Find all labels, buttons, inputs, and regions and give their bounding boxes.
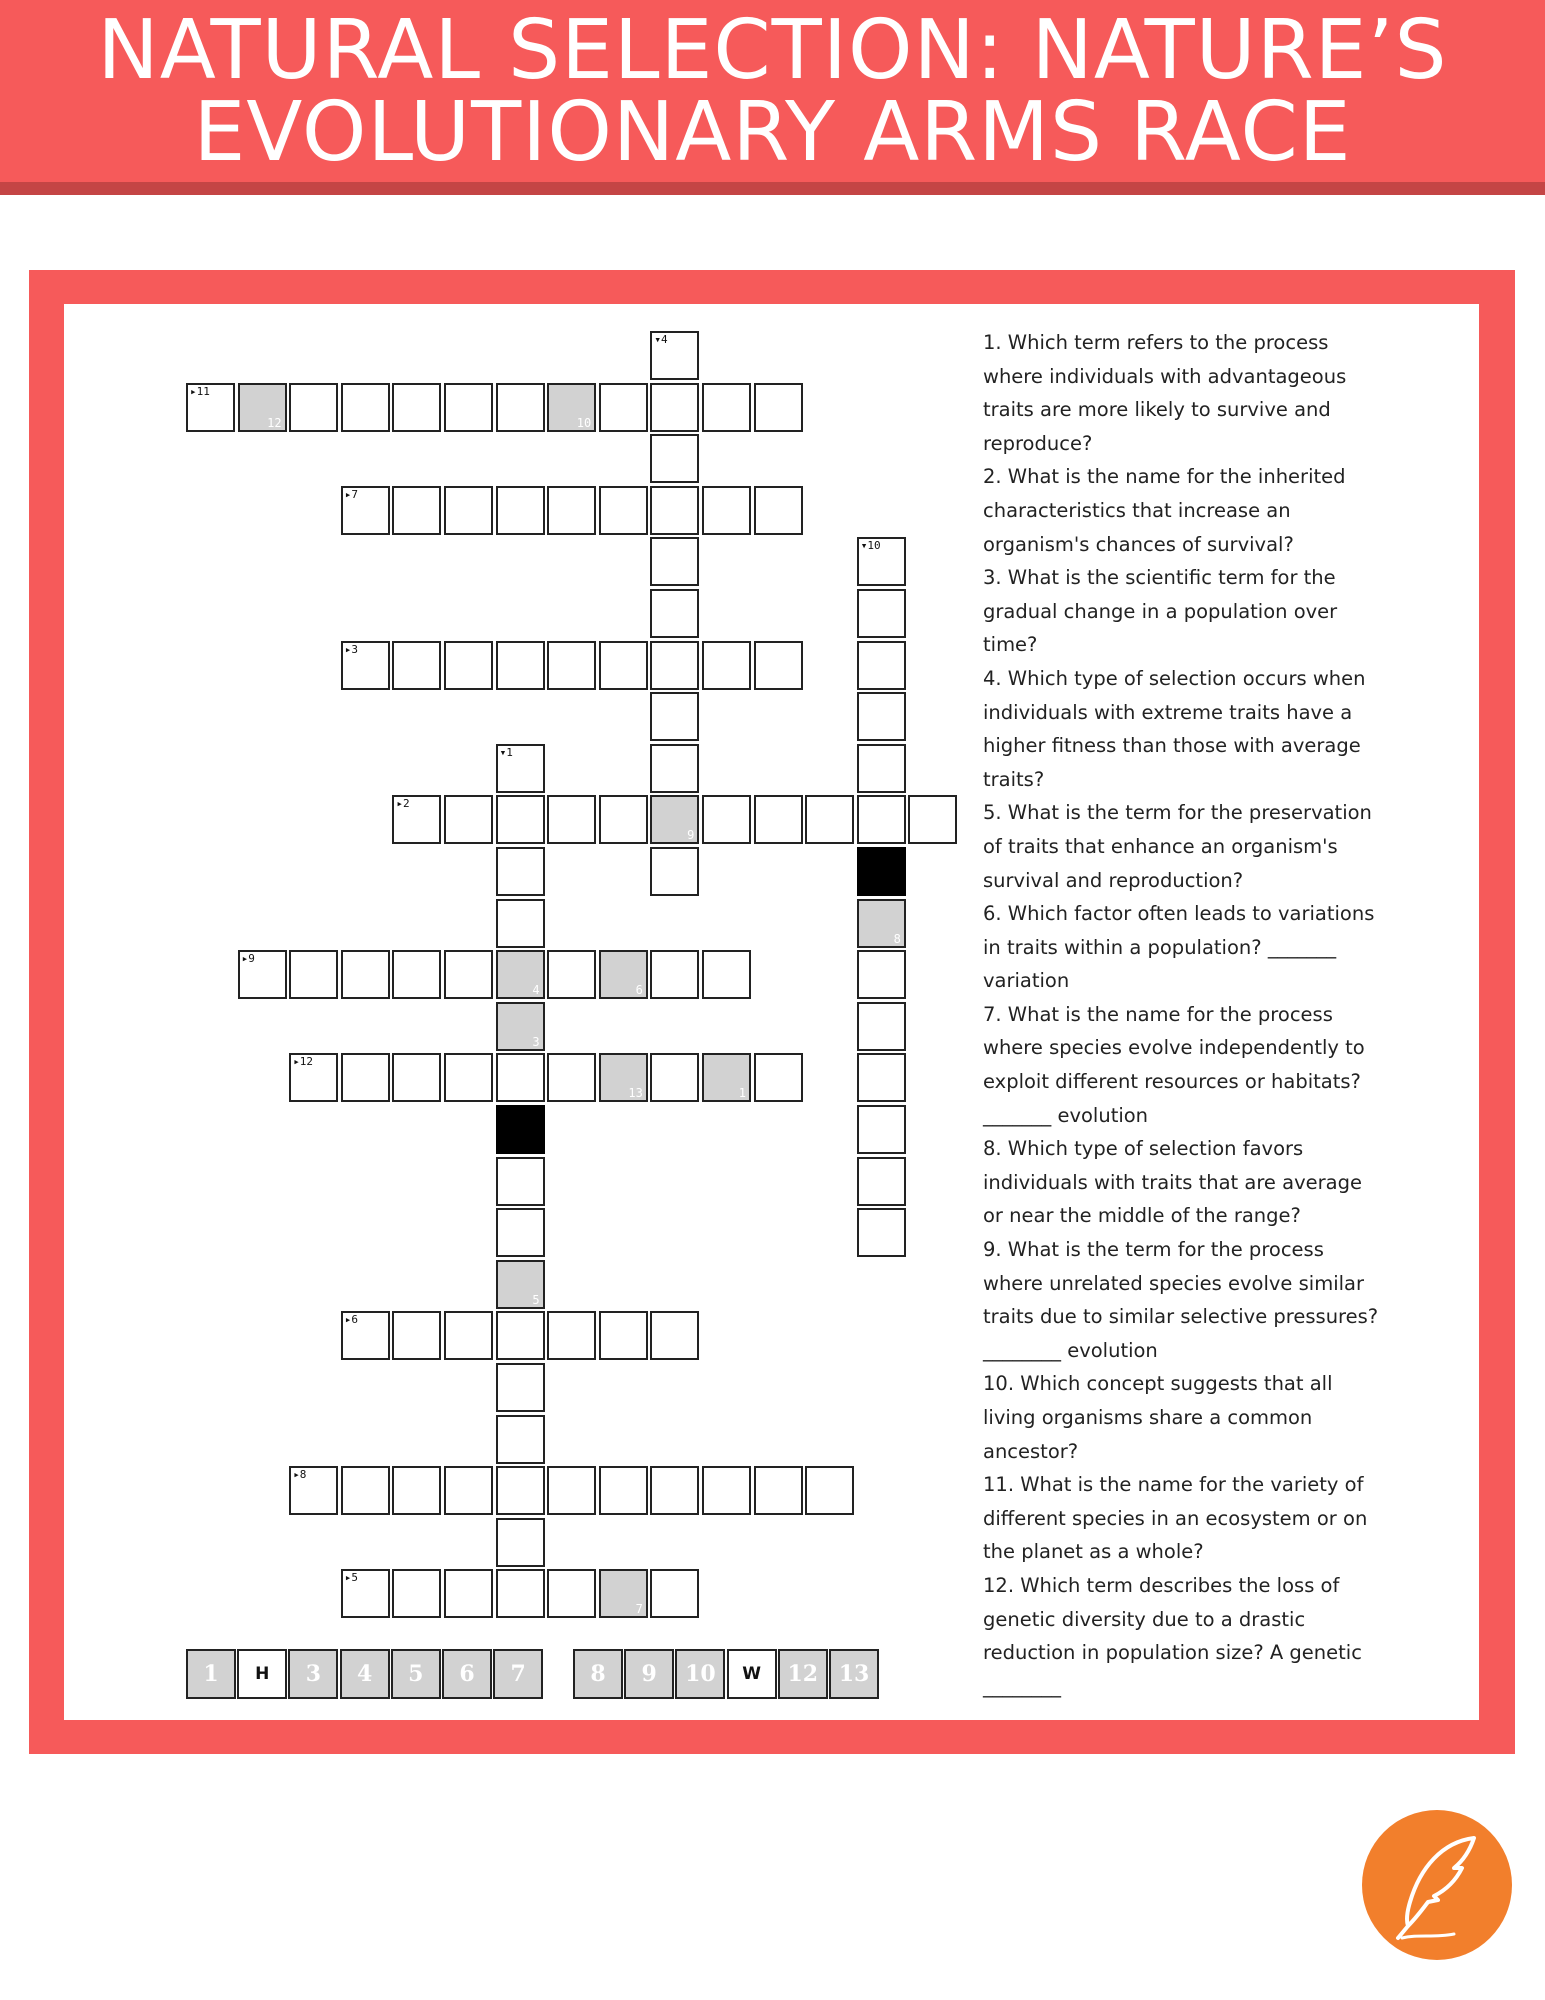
secret-word-box[interactable]: 4 <box>340 1649 390 1699</box>
secret-letter-index: 10 <box>576 415 592 430</box>
grid-cell[interactable] <box>392 1053 441 1102</box>
grid-cell[interactable] <box>650 847 699 896</box>
secret-word-box[interactable]: 9 <box>624 1649 674 1699</box>
secret-word-box[interactable]: 6 <box>442 1649 492 1699</box>
grid-cell[interactable] <box>392 950 441 999</box>
grid-cell[interactable] <box>754 383 803 432</box>
grid-cell[interactable] <box>289 950 338 999</box>
grid-cell[interactable] <box>599 795 648 844</box>
grid-cell[interactable] <box>496 744 545 793</box>
grid-cell[interactable] <box>650 641 699 690</box>
title-banner-shadow <box>0 182 1545 195</box>
clue-number: ▸12 <box>293 1055 314 1069</box>
grid-cell[interactable] <box>754 795 803 844</box>
grid-cell[interactable] <box>496 1208 545 1257</box>
grid-cell[interactable] <box>444 383 493 432</box>
secret-word-box[interactable]: 3 <box>288 1649 338 1699</box>
grid-cell[interactable] <box>547 486 596 535</box>
grid-cell[interactable] <box>444 1569 493 1618</box>
clue-number: ▸7 <box>344 487 359 501</box>
secret-word-box[interactable]: 8 <box>573 1649 623 1699</box>
grid-cell[interactable] <box>857 744 906 793</box>
grid-cell[interactable] <box>702 950 751 999</box>
grid-cell[interactable] <box>496 1363 545 1412</box>
grid-cell[interactable] <box>857 795 906 844</box>
grid-cell[interactable] <box>341 383 390 432</box>
secret-letter-index: 6 <box>635 983 643 998</box>
grid-cell[interactable] <box>650 1569 699 1618</box>
grid-cell[interactable] <box>702 1466 751 1515</box>
clue-number: ▾10 <box>860 539 881 553</box>
grid-cell[interactable] <box>650 589 699 638</box>
grid-cell[interactable] <box>650 537 699 586</box>
shaded-cell[interactable] <box>599 950 648 999</box>
grid-cell[interactable] <box>392 1569 441 1618</box>
grid-cell[interactable] <box>650 1311 699 1360</box>
grid-cell[interactable] <box>547 641 596 690</box>
grid-cell[interactable] <box>650 434 699 483</box>
title-line-2: EVOLUTIONARY ARMS RACE <box>193 85 1352 180</box>
grid-cell[interactable] <box>341 1311 390 1360</box>
secret-letter-index: 12 <box>267 415 282 430</box>
grid-cell[interactable] <box>599 1311 648 1360</box>
shaded-cell[interactable] <box>238 383 287 432</box>
grid-cell[interactable] <box>496 1157 545 1206</box>
clue-2: 2. What is the name for the inherited characteristics that increase an organism's chances of survival? <box>983 465 1346 556</box>
grid-cell[interactable] <box>444 795 493 844</box>
grid-cell[interactable] <box>289 1466 338 1515</box>
grid-cell[interactable] <box>754 1466 803 1515</box>
grid-cell[interactable] <box>392 383 441 432</box>
grid-cell[interactable] <box>392 795 441 844</box>
secret-letter-index: 8 <box>893 931 901 946</box>
grid-cell[interactable] <box>289 1053 338 1102</box>
clue-7: 7. What is the name for the process where species evolve independently to exploit different resources or habitats? _______ evolution <box>983 1002 1365 1127</box>
grid-cell[interactable] <box>805 795 854 844</box>
grid-cell[interactable] <box>650 1466 699 1515</box>
grid-cell[interactable] <box>857 1002 906 1051</box>
grid-cell[interactable] <box>341 641 390 690</box>
grid-cell[interactable] <box>496 795 545 844</box>
grid-cell[interactable] <box>857 950 906 999</box>
grid-cell[interactable] <box>496 1569 545 1618</box>
secret-word-box[interactable]: 1 <box>186 1649 236 1699</box>
grid-cell[interactable] <box>650 950 699 999</box>
grid-cell[interactable] <box>496 1053 545 1102</box>
grid-cell[interactable] <box>547 1311 596 1360</box>
grid-cell[interactable] <box>702 486 751 535</box>
secret-word-box[interactable]: 7 <box>493 1649 543 1699</box>
grid-cell[interactable] <box>908 795 957 844</box>
clue-number: ▸2 <box>396 797 410 811</box>
secret-word-box[interactable]: 12 <box>778 1649 828 1699</box>
clue-number: ▸11 <box>190 384 210 398</box>
grid-cell[interactable] <box>392 641 441 690</box>
clue-list <box>983 326 1383 1703</box>
secret-letter-index: 13 <box>628 1086 643 1101</box>
clue-3: 3. What is the scientific term for the gradual change in a population over time? <box>983 566 1338 657</box>
grid-cell[interactable] <box>496 486 545 535</box>
grid-cell[interactable] <box>650 331 699 380</box>
shaded-cell[interactable] <box>650 795 699 844</box>
grid-cell[interactable] <box>650 383 699 432</box>
grid-cell[interactable] <box>805 1466 854 1515</box>
grid-cell[interactable] <box>599 1466 648 1515</box>
secret-word-box[interactable]: 13 <box>829 1649 879 1699</box>
secret-letter-index: 9 <box>687 828 695 843</box>
grid-cell[interactable] <box>392 486 441 535</box>
grid-cell[interactable] <box>857 692 906 741</box>
grid-cell[interactable] <box>238 950 287 999</box>
clue-6: 6. Which factor often leads to variations in traits within a population? _______ variation <box>983 902 1375 993</box>
title-line-1: NATURAL SELECTION: NATURE’S <box>97 3 1448 98</box>
grid-cell[interactable] <box>547 1569 596 1618</box>
grid-cell[interactable] <box>857 1157 906 1206</box>
grid-cell[interactable] <box>444 1053 493 1102</box>
secret-letter-index: 3 <box>532 1034 540 1049</box>
shaded-cell[interactable] <box>702 1053 751 1102</box>
page-title <box>0 3 1545 180</box>
grid-cell[interactable] <box>186 383 235 432</box>
grid-cell[interactable] <box>599 486 648 535</box>
grid-cell[interactable] <box>547 795 596 844</box>
secret-letter-index: 4 <box>532 983 540 998</box>
clue-11: 11. What is the name for the variety of different species in an ecosystem or on the planet as a whole? <box>983 1473 1368 1564</box>
secret-word-revealed-letter[interactable]: H <box>237 1649 287 1699</box>
clue-number: ▸8 <box>293 1468 307 1482</box>
grid-cell[interactable] <box>341 1053 390 1102</box>
grid-cell[interactable] <box>341 486 390 535</box>
grid-cell[interactable] <box>857 589 906 638</box>
clue-1: 1. Which term refers to the process where individuals with advantageous traits are more likely to survive and reproduce? <box>983 331 1347 455</box>
grid-cell[interactable] <box>599 641 648 690</box>
grid-cell[interactable] <box>754 641 803 690</box>
grid-cell[interactable] <box>341 1569 390 1618</box>
shaded-cell[interactable] <box>599 1053 648 1102</box>
clue-number: ▸9 <box>241 952 255 966</box>
secret-word-box[interactable]: 5 <box>391 1649 441 1699</box>
grid-cell[interactable] <box>392 1311 441 1360</box>
clue-number: ▸6 <box>344 1313 359 1327</box>
grid-cell[interactable] <box>754 486 803 535</box>
clue-number: ▾4 <box>654 333 668 346</box>
grid-cell[interactable] <box>547 950 596 999</box>
shaded-cell[interactable] <box>496 1260 545 1309</box>
grid-cell[interactable] <box>702 641 751 690</box>
grid-cell[interactable] <box>444 1466 493 1515</box>
grid-cell[interactable] <box>496 899 545 948</box>
grid-cell[interactable] <box>444 1311 493 1360</box>
clue-number: ▸3 <box>344 642 359 656</box>
grid-cell[interactable] <box>444 950 493 999</box>
grid-cell[interactable] <box>496 641 545 690</box>
secret-letter-index: 1 <box>738 1086 746 1101</box>
clue-10: 10. Which concept suggests that all living organisms share a common ancestor? <box>983 1372 1333 1463</box>
grid-cell[interactable] <box>496 383 545 432</box>
grid-cell[interactable] <box>496 1415 545 1464</box>
grid-cell[interactable] <box>496 847 545 896</box>
grid-cell[interactable] <box>650 692 699 741</box>
clue-number: ▸5 <box>344 1571 359 1585</box>
grid-cell[interactable] <box>496 1311 545 1360</box>
grid-cell[interactable] <box>496 1466 545 1515</box>
grid-cell[interactable] <box>857 537 906 586</box>
black-cell <box>857 847 906 896</box>
black-cell <box>496 1105 545 1154</box>
grid-cell[interactable] <box>341 950 390 999</box>
grid-cell[interactable] <box>857 1053 906 1102</box>
clue-8: 8. Which type of selection favors individuals with traits that are average or near the middle of the range? <box>983 1137 1362 1228</box>
clue-12: 12. Which term describes the loss of genetic diversity due to a drastic reduction in population size? A genetic ________ <box>983 1573 1362 1698</box>
grid-cell[interactable] <box>857 1208 906 1257</box>
grid-cell[interactable] <box>857 641 906 690</box>
grid-cell[interactable] <box>289 383 338 432</box>
shaded-cell[interactable] <box>496 950 545 999</box>
secret-letter-index: 7 <box>635 1602 643 1617</box>
grid-cell[interactable] <box>599 383 648 432</box>
shaded-cell[interactable] <box>599 1569 648 1618</box>
quill-logo-icon <box>1362 1810 1512 1960</box>
clue-9: 9. What is the term for the process where unrelated species evolve similar traits due to similar selective pressures? ________ evolution <box>983 1238 1379 1362</box>
secret-letter-index: 5 <box>532 1292 540 1307</box>
secret-word-box[interactable]: 10 <box>675 1649 725 1699</box>
grid-cell[interactable] <box>547 1053 596 1102</box>
shaded-cell[interactable] <box>857 899 906 948</box>
grid-cell[interactable] <box>444 641 493 690</box>
grid-cell[interactable] <box>650 744 699 793</box>
clue-number: ▾1 <box>499 745 513 759</box>
grid-cell[interactable] <box>392 1466 441 1515</box>
grid-cell[interactable] <box>754 1053 803 1102</box>
grid-cell[interactable] <box>341 1466 390 1515</box>
grid-cell[interactable] <box>547 1466 596 1515</box>
grid-cell[interactable] <box>650 486 699 535</box>
feather-icon <box>1362 1810 1512 1960</box>
shaded-cell[interactable] <box>496 1002 545 1051</box>
clue-5: 5. What is the term for the preservation of traits that enhance an organism's survival and reproduction? <box>983 801 1372 892</box>
shaded-cell[interactable] <box>547 383 596 432</box>
grid-cell[interactable] <box>444 486 493 535</box>
clue-4: 4. Which type of selection occurs when individuals with extreme traits have a higher fitness than those with average traits? <box>983 666 1366 791</box>
secret-word-revealed-letter[interactable]: W <box>727 1649 777 1699</box>
grid-cell[interactable] <box>496 1518 545 1567</box>
grid-cell[interactable] <box>702 383 751 432</box>
grid-cell[interactable] <box>702 795 751 844</box>
grid-cell[interactable] <box>857 1105 906 1154</box>
grid-cell[interactable] <box>650 1053 699 1102</box>
